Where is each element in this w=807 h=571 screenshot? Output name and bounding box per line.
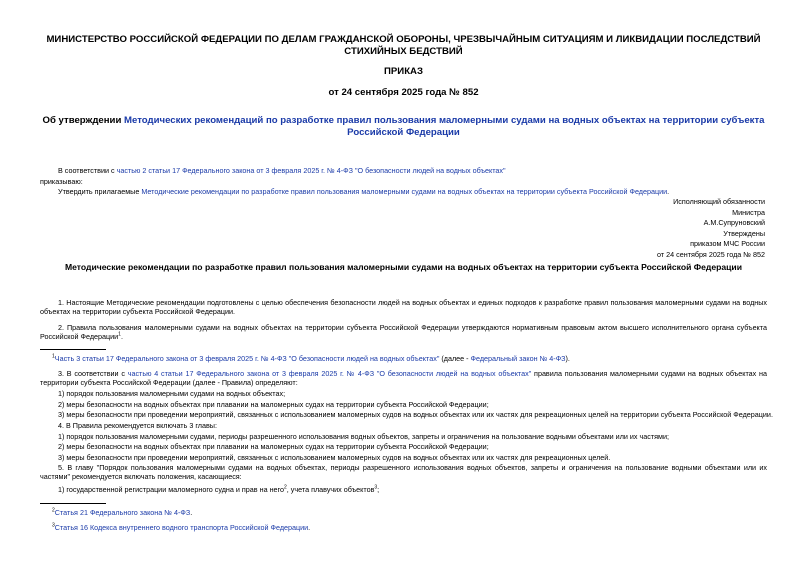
footnote-2-mark: 2 [52, 507, 55, 514]
footnote-divider-1 [40, 349, 106, 350]
para-3-item-3: 3) меры безопасности при проведении мероприятий, связанных с использованием маломерных судов на водных объектах или их частях для рекреационных целей на территории субъекта Российской Федерации. [58, 410, 773, 419]
preamble-basis [58, 166, 768, 175]
footnote-1-link[interactable]: Часть 3 статьи 17 Федерального закона от 3 февраля 2025 г. № 4-ФЗ "О безопасности людей на водных объектах" [54, 354, 440, 363]
signature-line-2: Министра [732, 207, 765, 217]
footnote-2-end: . [190, 508, 193, 517]
para-3-item-2: 2) меры безопасности на водных объектах при плавании на маломерных судах на территории субъекта Российской Федерации; [58, 400, 489, 409]
para-2-end: . [120, 332, 123, 342]
para-4-item-3: 3) меры безопасности при проведении мероприятий, связанных с использованием маломерных судов на водных объектах или их частях для рекреационных целей. [58, 453, 611, 462]
body-para-3 [40, 369, 767, 388]
footnote-ref-1[interactable]: 1 [118, 332, 121, 339]
recommendations-link[interactable]: Методические рекомендации по разработке правил пользования маломерными судами на водных объектах на территории субъекта Российской Федерации [141, 187, 668, 196]
para-5-item-1-c: ; [377, 485, 380, 494]
ministry-heading: МИНИСТЕРСТВО РОССИЙСКОЙ ФЕДЕРАЦИИ ПО ДЕЛАМ ГРАЖДАНСКОЙ ОБОРОНЫ, ЧРЕЗВЫЧАЙНЫМ СИТУАЦИЯМ И ЛИКВИДАЦИИ ПОСЛЕДСТВИЙ СТИХИЙНЫХ БЕДСТВИЙ [46, 34, 761, 57]
para-3-prefix: 3. В соответствии с [58, 369, 128, 378]
body-para-5: 5. В главу "Порядок пользования маломерными судами на водных объектах, периоды разрешенного использования водных объектов, запреты и ограничения на пользование водными объектами или их частями" рекомендуется включать положения, касающиеся: [40, 463, 767, 482]
para-2-text: 2. Правила пользования маломерными судами на водных объектах на территории субъекта Российской Федерации утверждаются нормативным правовым актом высшего исполнительного органа субъекта Российской Федерации [40, 323, 767, 342]
signature-line-4: Утверждены [723, 228, 765, 238]
document-title [40, 115, 767, 139]
footnote-ref-3[interactable]: 3 [374, 484, 378, 491]
footnote-divider-2 [40, 503, 106, 504]
body-para-2 [40, 323, 767, 342]
para-3-suffix: правила пользования маломерными судами на водных объектах на территории субъекта Российской Федерации (далее - Правила) определяют: [40, 369, 767, 388]
section-title: Методические рекомендации по разработке правил пользования маломерными судами на водных объектах на территории субъекта Российской Федерации [64, 262, 742, 272]
footnote-2 [52, 508, 767, 517]
para-5-item-1-a: 1) государственной регистрации маломерного судна и прав на него [58, 485, 284, 494]
title-prefix: Об утверждении [42, 115, 125, 126]
signature-line-6: от 24 сентября 2025 года № 852 [657, 249, 765, 259]
signature-block [657, 197, 765, 260]
approve-prefix: Утвердить прилагаемые [58, 187, 142, 196]
footnote-1-link-2[interactable]: Федеральный закон № 4-ФЗ [470, 354, 566, 363]
law-link-1[interactable]: частью 2 статьи 17 Федерального закона от 3 февраля 2025 г. № 4-ФЗ "О безопасности людей на водных объектах" [116, 166, 506, 175]
body-para-4: 4. В Правила рекомендуется включать 3 главы: [58, 421, 217, 430]
approve-suffix: . [667, 187, 670, 196]
law-link-2[interactable]: частью 4 статьи 17 Федерального закона от 3 февраля 2025 г. № 4-ФЗ "О безопасности людей на водных объектах" [127, 369, 532, 378]
body-para-1: 1. Настоящие Методические рекомендации подготовлены с целью обеспечения безопасности людей на водных объектах и единых подходов к разработке правил пользования маломерными судами на водных объектах на территории субъекта Российской Федерации. [40, 298, 767, 317]
signature-line-1: Исполняющий обязанности [673, 197, 765, 206]
preamble-basis-text: В соответствии с [58, 166, 117, 175]
footnote-2-link[interactable]: Статья 21 Федерального закона № 4-ФЗ [54, 508, 191, 517]
para-4-item-1: 1) порядок пользования маломерными судами, периоды разрешенного использования водных объектов, запреты и ограничения на пользование водными объектами или их частями; [58, 432, 669, 441]
footnote-1 [52, 354, 767, 363]
footnote-1-mid: (далее - [439, 354, 471, 363]
signature-line-5: приказом МЧС России [690, 239, 765, 248]
signature-line-3: А.М.Супруновский [703, 218, 765, 227]
preamble-order: приказываю: [40, 177, 83, 186]
preamble-approve [58, 187, 778, 196]
footnote-3-end: . [308, 523, 311, 532]
para-3-item-1: 1) порядок пользования маломерными судами на водных объектах; [58, 389, 286, 398]
doc-date: от 24 сентября 2025 года № 852 [328, 87, 479, 98]
doc-type: ПРИКАЗ [384, 66, 423, 77]
para-4-item-2: 2) меры безопасности на водных объектах при плавании на маломерных судах на территории субъекта Российской Федерации; [58, 442, 489, 451]
footnote-1-mark: 1 [52, 353, 55, 360]
para-5-item-1-b: , учета плавучих объектов [286, 485, 375, 494]
title-link[interactable]: Методических рекомендаций по разработке правил пользования маломерными судами на водных объектах на территории субъекта Российской Федерации [124, 115, 765, 138]
footnote-3 [52, 523, 767, 532]
footnote-1-end: ). [565, 354, 570, 363]
footnote-ref-2[interactable]: 2 [284, 484, 287, 491]
para-5-item-1 [58, 485, 768, 494]
footnote-3-link[interactable]: Статья 16 Кодекса внутреннего водного транспорта Российской Федерации [54, 523, 309, 532]
footnote-3-mark: 3 [52, 522, 55, 529]
